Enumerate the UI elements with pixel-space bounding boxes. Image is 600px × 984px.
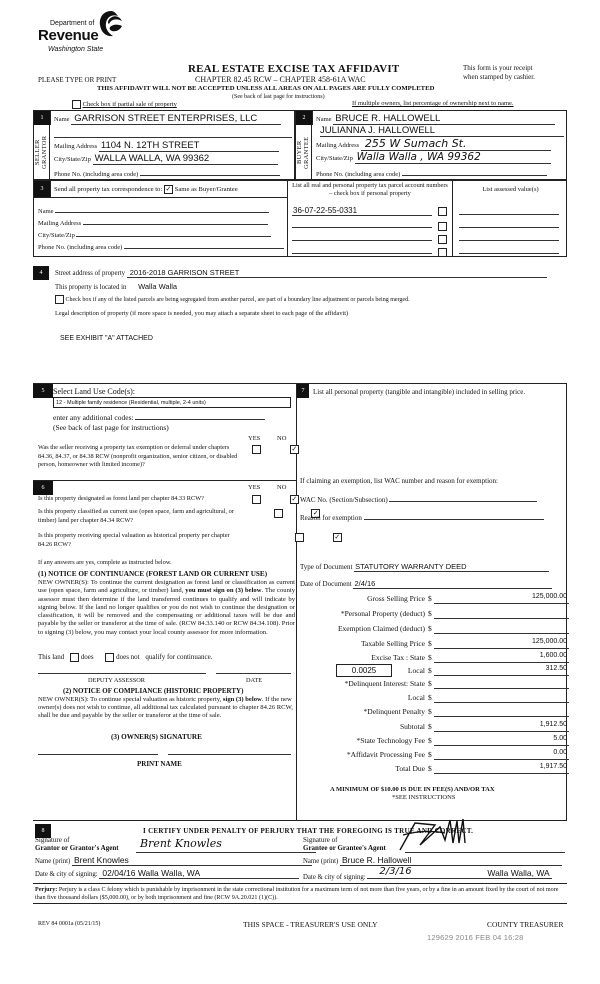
section-8-number: 8 [35, 824, 51, 838]
section-4-property [33, 262, 567, 377]
seller-address-field[interactable]: 1104 N. 12TH STREET [99, 140, 279, 152]
parcel-personal-checkbox-1[interactable] [438, 207, 447, 216]
grantee-date-row [303, 868, 552, 881]
dollar-sign: $ [428, 750, 432, 759]
dollar-sign: $ [428, 594, 432, 603]
parcel-row-2 [292, 220, 450, 231]
seller-phone-field[interactable] [140, 168, 280, 176]
street-label: Street address of property [55, 270, 126, 277]
tax-value-delinquent-state[interactable] [434, 678, 569, 689]
tax-value-delinquent-penalty[interactable] [434, 706, 569, 717]
section-1-number: 1 [34, 111, 50, 125]
parcel-number-1[interactable]: 36-07-22-55-0331 [292, 206, 432, 216]
corr-name-field[interactable] [55, 206, 269, 213]
corr-phone-label: Phone No. (including area code) [38, 244, 123, 251]
grantor-name-field[interactable]: Brent Knowles [72, 855, 312, 866]
wac-label: WAC No. (Section/Subsection) [300, 496, 388, 504]
dollar-sign: $ [428, 693, 432, 702]
tax-label-processing-fee: *Affidavit Processing Fee [346, 750, 425, 759]
seller-side-label: SELLER GRANTOR [34, 135, 48, 170]
tax-value-tech-fee[interactable]: 5.00 [434, 735, 569, 746]
tax-value-excise-local[interactable]: 312.50 [434, 665, 569, 676]
tax-value-subtotal[interactable]: 1,912.50 [434, 721, 569, 732]
parcel-number-2[interactable] [292, 220, 432, 228]
assessed-panel [454, 181, 567, 257]
section-3-correspondence [33, 180, 567, 257]
tax-label-tech-fee: *State Technology Fee [356, 736, 425, 745]
buyer-address-field[interactable]: 255 W Sumach St. [361, 137, 551, 151]
doc-date-field[interactable]: 2/4/16 [353, 579, 552, 589]
dollar-sign: $ [428, 736, 432, 745]
s6-yes-header: YES [248, 484, 261, 491]
doc-type-row [300, 562, 549, 572]
tax-label-subtotal: Subtotal [399, 722, 425, 731]
logo-revenue-text: Revenue [38, 27, 99, 44]
tax-row-total [300, 763, 595, 777]
seller-side-label-box [34, 125, 50, 180]
logo-dept-text: Department of [50, 20, 95, 27]
tax-row-delinquent-penalty [300, 706, 595, 720]
doc-type-label: Type of Document [300, 563, 353, 571]
located-label: This property is located in [55, 284, 127, 291]
buyer-name2-field[interactable]: JULIANNA J. HALLOWELL [320, 125, 564, 137]
receipt-note-line1: This form is your receipt [463, 64, 533, 72]
corr-city-row [38, 230, 271, 239]
segregated-label: Check box if any of the listed parcels are being segregated from another parcel, are part of a boundary line adjustment or parcels being merged. [65, 296, 410, 303]
form-subtitle: CHAPTER 82.45 RCW – CHAPTER 458-61A WAC [195, 75, 366, 84]
dollar-sign: $ [428, 624, 432, 633]
tax-label-total: Total Due [395, 764, 425, 773]
owner-signature-line-2[interactable] [168, 754, 291, 755]
dollar-sign: $ [428, 666, 432, 675]
dollar-sign: $ [428, 639, 432, 648]
dollar-sign: $ [428, 653, 432, 662]
segregated-checkbox[interactable] [55, 295, 64, 304]
section-5-number: 5 [33, 384, 53, 398]
additional-codes-label: enter any additional codes: [53, 413, 134, 422]
tax-label-taxable: Taxable Selling Price [360, 639, 425, 648]
parcel-personal-checkbox-2[interactable] [438, 222, 447, 231]
notice2-text-b: . If the new owner(s) does not wish to continue, all additional tax calculated pursuant to chapter 84.26 RCW, shall be due and payable by the seller or transferor at the time of sale. [38, 696, 293, 719]
notice1-body [38, 579, 295, 637]
section-6-number: 6 [33, 481, 53, 495]
exemption-yes-checkbox[interactable] [252, 445, 261, 454]
same-as-buyer-checkbox[interactable] [164, 185, 173, 194]
dollar-sign: $ [428, 707, 432, 716]
corr-name-row [38, 206, 269, 215]
land-use-select[interactable]: 12 - Multiple family residence (Residential, multiple, 2-4 units) [53, 397, 291, 408]
grantee-signature-scribble [395, 815, 475, 855]
corr-phone-field[interactable] [124, 242, 284, 249]
notice1-title: (1) NOTICE OF CONTINUANCE (FOREST LAND OR CURRENT USE) [38, 570, 268, 578]
corr-address-row [38, 218, 268, 227]
multiple-owners-note: If multiple owners, list percentage of ownership next to name. [352, 100, 514, 107]
tax-value-excise-state[interactable]: 1,600.00 [434, 652, 569, 663]
grantor-date-field[interactable]: 02/04/16 Walla Walla, WA [99, 868, 299, 879]
grantee-date-label: Date & city of signing: [303, 874, 366, 881]
tax-value-personal-property[interactable] [434, 608, 569, 619]
exemption-question: Was the seller receiving a property tax exemption or deferral under chapters 84.36, 84.37, or 84.38 RCW (nonprofit organization, senior citizen, or disabled person, homeowner with limited income)? [38, 444, 238, 468]
tax-row-delinquent-local [300, 692, 595, 706]
s5-yes-header: YES [248, 435, 261, 442]
parcel-row-1 [292, 206, 450, 216]
wac-field[interactable] [389, 494, 537, 502]
section-4-number: 4 [33, 266, 49, 280]
buyer-phone-field[interactable] [402, 168, 547, 176]
section-6 [33, 480, 297, 820]
seller-city-label: City/State/Zip [54, 156, 91, 163]
corr-city-label: City/State/Zip [38, 232, 75, 239]
section-8-certification [33, 820, 567, 902]
corr-phone-row [38, 242, 284, 251]
tax-value-delinquent-local[interactable] [434, 692, 569, 703]
same-as-buyer-label: Same as Buyer/Grantee [174, 186, 238, 194]
buyer-address-label: Mailing Address [316, 142, 360, 149]
notice1-text-a: NEW OWNER(S): To continue the current designation as forest land or classification as current use (open space, farm and agriculture, or timber) land, [38, 579, 295, 595]
corr-address-label: Mailing Address [38, 220, 82, 227]
notice2-bold: sign (3) below [222, 696, 262, 703]
grantor-sig-label-1: Signature of [35, 836, 70, 844]
partial-sale-checkbox[interactable] [72, 100, 81, 109]
notice2-body [38, 696, 295, 720]
seller-city-field[interactable]: WALLA WALLA, WA 99362 [93, 153, 278, 165]
tax-label-personal-property: *Personal Property (deduct) [340, 609, 425, 618]
parcel-personal-checkbox-4[interactable] [438, 248, 447, 257]
dollar-sign: $ [428, 609, 432, 618]
deputy-assessor-signature-line[interactable] [38, 673, 206, 674]
assessed-value-3[interactable] [459, 240, 559, 241]
notice2-title: (2) NOTICE OF COMPLIANCE (HISTORIC PROPERTY) [63, 687, 244, 695]
section-5-land-use [33, 384, 297, 480]
county-treasurer-label: COUNTY TREASURER [487, 920, 564, 929]
tax-row-taxable [300, 638, 595, 652]
grantee-sig-label [303, 836, 386, 852]
assessed-header: List assessed value(s) [482, 186, 539, 193]
buyer-address-row [316, 137, 564, 151]
buyer-phone-row [316, 168, 564, 178]
seller-address-label: Mailing Address [54, 143, 98, 150]
deputy-assessor-date-line[interactable] [216, 673, 291, 674]
tax-value-gross[interactable]: 125,000.00 [434, 593, 569, 604]
current-use-yes-checkbox[interactable] [274, 509, 283, 518]
additional-codes-field[interactable] [135, 412, 265, 420]
assessed-value-2[interactable] [459, 227, 559, 228]
local-rate-field[interactable]: 0.0025 [336, 664, 392, 677]
grantee-date-value: 2/3/16 [379, 866, 412, 877]
logo-state-text: Washington State [48, 46, 104, 53]
section-3-number: 3 [34, 181, 50, 197]
legal-label: Legal description of property (if more space is needed, you may attach a separate sheet to each page of the affidavit) [55, 310, 349, 317]
reason-row [300, 512, 544, 522]
grantee-sig-label-1: Signature of [303, 836, 338, 844]
buyer-city-row [316, 151, 564, 164]
qualify-label: qualify for continuance. [145, 653, 213, 662]
grantee-sig-label-2: Grantee or Grantee's Agent [303, 844, 386, 852]
tax-row-subtotal [300, 721, 595, 735]
buyer-phone-label: Phone No. (including area code) [316, 171, 401, 178]
treasurer-use-label: THIS SPACE - TREASURER'S USE ONLY [243, 920, 378, 929]
tax-row-delinquent-state [300, 678, 595, 692]
doc-date-label: Date of Document [300, 580, 352, 588]
historic-question: Is this property receiving special valuation as historical property per chapter 84.26 RCW? [38, 532, 230, 548]
tax-label-delinquent-state: *Delinquent Interest: State [344, 679, 425, 688]
grantee-name-field[interactable]: Bruce R. Hallowell [340, 855, 562, 866]
parcel-personal-checkbox-3[interactable] [438, 235, 447, 244]
buyer-name-field[interactable]: BRUCE R. HALLOWELL [333, 113, 555, 125]
grantee-date-field[interactable] [367, 868, 552, 879]
owner-signature-title: (3) OWNER(S) SIGNATURE [111, 733, 202, 741]
section-2-number: 2 [296, 111, 312, 125]
doc-type-field[interactable]: STATUTORY WARRANTY DEED [354, 562, 549, 572]
grantor-date-label: Date & city of signing: [35, 871, 98, 878]
seller-name-label: Name [54, 116, 70, 123]
seller-name-field[interactable]: GARRISON STREET ENTERPRISES, LLC [71, 113, 281, 125]
seller-name-row [54, 113, 292, 124]
land-use-label: Select Land Use Code(s): [53, 387, 135, 396]
buyer-side-label: BUYER GRANTEE [296, 136, 310, 169]
grantor-date-row [35, 868, 299, 879]
grantee-name-row [303, 855, 562, 866]
see-back-note: (See back of last page for instructions) [232, 94, 325, 100]
tax-label-excise-state: Excise Tax : State [371, 653, 425, 662]
seller-city-row [54, 153, 292, 165]
grantee-name-label: Name (print) [303, 858, 339, 865]
see-instructions: *SEE INSTRUCTIONS [392, 794, 456, 801]
additional-codes-row [53, 412, 265, 422]
parcel-row-3 [292, 233, 450, 244]
receipt-note [463, 64, 535, 82]
parcels-header: List all real and personal property tax parcel account numbers – check box if personal property [292, 182, 448, 197]
buyer-city-label: City/State/Zip [316, 155, 353, 162]
perjury-bold: Perjury: [35, 887, 58, 893]
tax-row-tech-fee [300, 735, 595, 749]
date-label: DATE [246, 677, 263, 684]
dor-swirl-icon [98, 10, 124, 38]
dor-logo [38, 8, 133, 60]
s5-no-header: NO [277, 435, 287, 442]
located-field[interactable]: Walla Walla [138, 282, 178, 291]
street-field[interactable]: 2016-2018 GARRISON STREET [127, 268, 547, 278]
if-yes-note: If any answers are yes, complete as instructed below. [38, 559, 172, 566]
owner-signature-line-1[interactable] [38, 754, 158, 755]
current-use-question: Is this property classified as current use (open space, farm and agricultural, or timber) land per chapter 84.34 RCW? [38, 508, 234, 524]
tax-row-excise-local [300, 665, 595, 679]
parcel-number-4[interactable] [292, 246, 432, 254]
tax-row-gross [300, 593, 595, 607]
seller-name2-field[interactable] [54, 137, 292, 138]
section-1-seller [33, 110, 295, 180]
partial-sale-row[interactable] [72, 100, 177, 109]
segregated-row[interactable] [55, 295, 410, 304]
buyer-city-field[interactable]: Walla Walla , WA 99362 [355, 151, 551, 164]
corr-city-field[interactable] [76, 230, 271, 237]
reason-label: Reason for exemption [300, 514, 362, 522]
notice1-text-b: . The county assessor must then determine if the land transferred continues to qualify and will indicate by signing below. If the land no longer qualifies or you do not wish to continue the designation or classification, it will be removed and the compensating or additional taxes will be due and payable by the seller or transferor at the time of sale. (RCW 84.33.140 or RCW 84.34.108). Prior to signing (3) below, you may contact your local county assessor for more information. [38, 587, 295, 636]
tax-label-delinquent-local: Local [407, 693, 425, 702]
notice1-bold: you must sign on (3) below [185, 587, 262, 595]
perjury-notice [35, 886, 569, 902]
buyer-name-label: Name [316, 116, 332, 123]
grantor-signature-field[interactable]: Brent Knowles [136, 837, 316, 853]
parcel-row-4 [292, 246, 450, 257]
grantee-signature-field[interactable] [405, 837, 565, 853]
tax-label-gross: Gross Selling Price [367, 594, 425, 603]
treasurer-stamp: 129629 2016 FEB 04 16:28 [427, 933, 524, 942]
does-label: does [80, 653, 94, 662]
print-name-label: PRINT NAME [137, 760, 182, 768]
does-checkbox[interactable] [70, 653, 79, 662]
legal-description-field[interactable]: SEE EXHIBIT "A" ATTACHED [60, 335, 153, 342]
form-title: REAL ESTATE EXCISE TAX AFFIDAVIT [188, 63, 400, 75]
parcels-panel [287, 180, 453, 257]
section-2-buyer [295, 110, 567, 180]
tax-value-processing-fee[interactable]: 0.00 [434, 749, 569, 760]
parcel-number-3[interactable] [292, 233, 432, 241]
dollar-sign: $ [428, 679, 432, 688]
does-not-label: does not [116, 653, 140, 662]
assessed-value-4[interactable] [459, 253, 559, 254]
buyer-name-row [316, 113, 564, 125]
corr-name-label: Name [38, 208, 54, 215]
correspondence-label: Send all property tax correspondence to: [54, 186, 163, 194]
form-warning: THIS AFFIDAVIT WILL NOT BE ACCEPTED UNLESS ALL AREAS ON ALL PAGES ARE FULLY COMPLETED [97, 85, 435, 92]
tax-row-personal-property [300, 608, 595, 622]
tax-label-exemption: Exemption Claimed (deduct) [337, 624, 425, 633]
grantor-sig-label-2: Grantor or Grantor's Agent [35, 844, 119, 852]
buyer-side-label-box [296, 125, 312, 180]
wac-row [300, 494, 537, 504]
notice2-text-a: NEW OWNER(S): To continue special valuation as historic property, [38, 696, 222, 703]
deputy-assessor-label: DEPUTY ASSESSOR [88, 677, 145, 684]
tax-label-delinquent-penalty: *Delinquent Penalty [363, 707, 425, 716]
grantee-city-value: Walla Walla, WA [487, 868, 550, 878]
personal-property-field[interactable] [313, 410, 553, 470]
continuance-row [38, 653, 212, 662]
receipt-note-line2: when stamped by cashier. [463, 73, 535, 81]
section-7-number: 7 [297, 384, 309, 398]
perjury-text: Perjury is a class C felony which is punishable by imprisonment in the state correctional institution for a maximum term of not more than five years, or by a fine in an amount fixed by the court of not more than five thousand dollars ($5,000.00), or by both imprisonment and fine (RCW 9A.20.021 (1)(C)). [35, 887, 559, 901]
tax-value-exemption[interactable] [434, 623, 569, 634]
dollar-sign: $ [428, 764, 432, 773]
this-land-label: This land [38, 653, 65, 662]
dollar-sign: $ [428, 722, 432, 731]
exemption-intro: If claiming an exemption, list WAC number and reason for exemption: [300, 477, 498, 485]
street-row [55, 268, 565, 278]
grantor-sig-label [35, 836, 119, 852]
tax-value-taxable[interactable]: 125,000.00 [434, 638, 569, 649]
seller-phone-label: Phone No. (including area code) [54, 171, 139, 178]
correspondence-row [54, 185, 238, 194]
personal-property-label: List all personal property (tangible and intangible) included in selling price. [313, 388, 526, 396]
land-use-instructions: (See back of last page for instructions) [53, 423, 169, 432]
tax-label-excise-local: Local [407, 666, 425, 675]
reason-field[interactable] [364, 512, 544, 520]
seller-address-row [54, 140, 292, 152]
tax-row-exemption [300, 623, 595, 637]
tax-value-total[interactable]: 1,917.50 [434, 763, 569, 774]
doc-date-row [300, 579, 552, 589]
form-number: REV 84 0001a (05/21/15) [38, 921, 101, 927]
grantor-name-label: Name (print) [35, 858, 71, 865]
assessed-value-1[interactable] [459, 214, 559, 215]
located-row [55, 282, 177, 291]
corr-address-field[interactable] [83, 218, 268, 225]
s6-no-header: NO [277, 484, 287, 491]
forest-land-question: Is this property designated as forest land per chapter 84.33 RCW? [38, 495, 204, 502]
certify-statement: I CERTIFY UNDER PENALTY OF PERJURY THAT THE FOREGOING IS TRUE AND CORRECT. [143, 827, 474, 835]
does-not-checkbox[interactable] [105, 653, 114, 662]
tax-row-processing-fee [300, 749, 595, 763]
partial-sale-label: Check box if partial sale of property [82, 100, 177, 108]
grantor-name-row [35, 855, 312, 866]
seller-phone-row [54, 168, 292, 178]
please-type-label: PLEASE TYPE OR PRINT [38, 76, 117, 84]
forest-land-yes-checkbox[interactable] [252, 495, 261, 504]
minimum-note: A MINIMUM OF $10.00 IS DUE IN FEE(S) AND/OR TAX [330, 786, 495, 793]
